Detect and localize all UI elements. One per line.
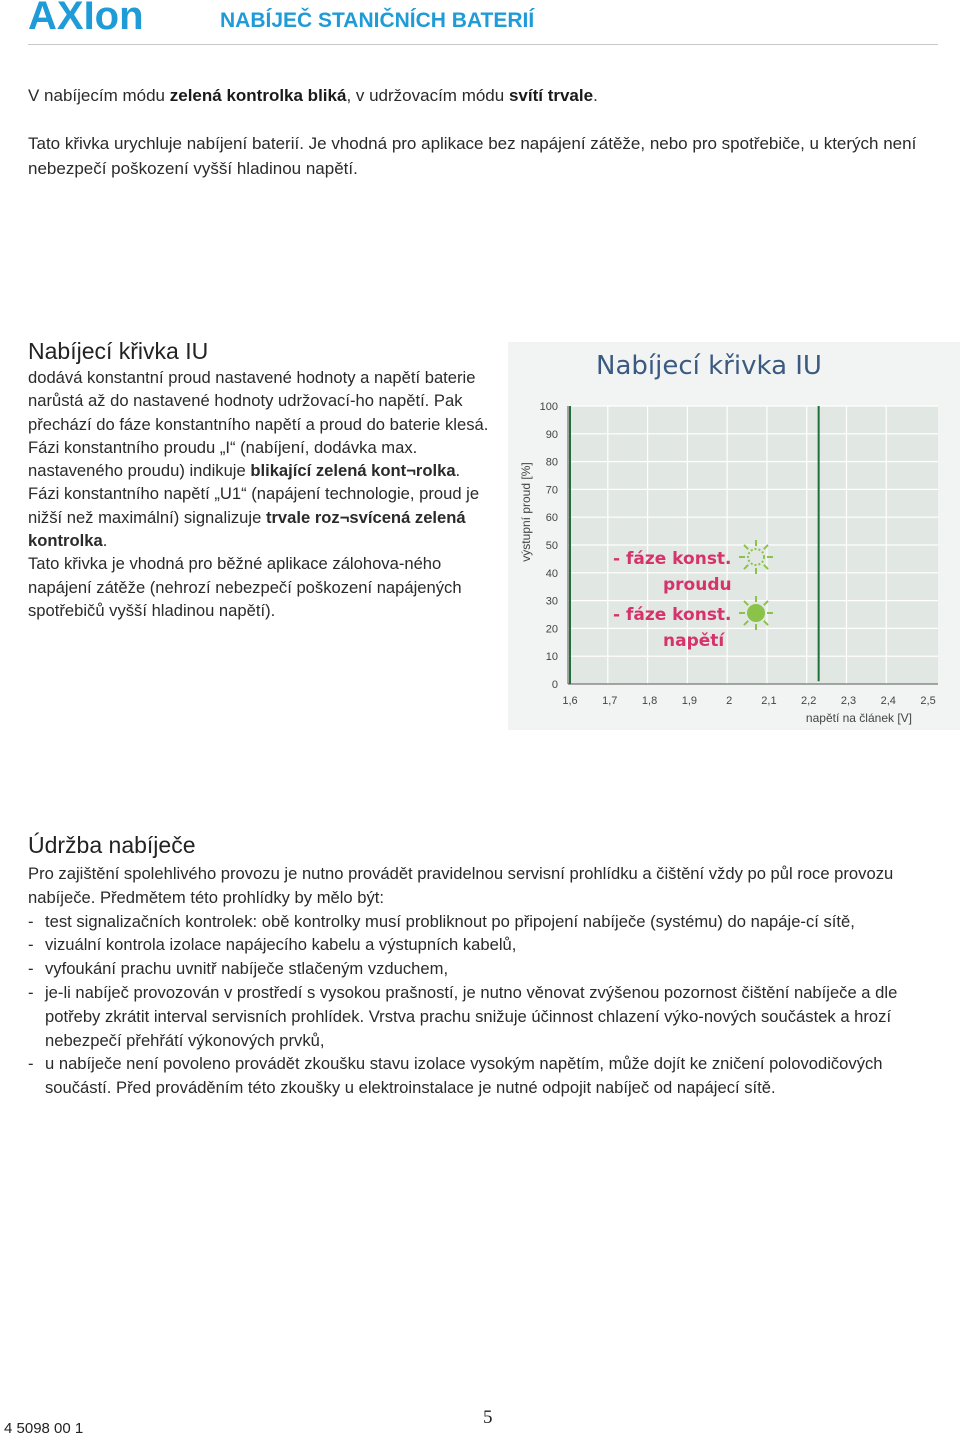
- y-tick-label: 70: [545, 484, 558, 497]
- y-tick-label: 10: [545, 651, 558, 664]
- y-tick-label: 90: [545, 428, 558, 441]
- charging-curve-chart: [508, 342, 960, 730]
- x-axis-label: napětí na článek [V]: [805, 711, 912, 725]
- list-dash: -: [28, 959, 34, 979]
- iu-paragraph: [28, 366, 493, 436]
- intro-p1-segment: , v udržovacím módu: [346, 86, 509, 105]
- x-tick-label: 1,8: [641, 695, 658, 707]
- chart-canvas: [508, 342, 960, 730]
- x-tick-label: 2,5: [920, 695, 936, 707]
- list-item: [28, 981, 933, 1052]
- iu-paragraph-segment: .: [455, 461, 461, 481]
- iu-paragraph-segment: trvale roz¬svícená zelená kontrolka: [28, 507, 466, 551]
- list-dash: -: [28, 935, 34, 955]
- y-tick-label: 0: [551, 679, 558, 691]
- y-tick-label: 80: [545, 456, 558, 469]
- legend-label: - fáze konst.: [613, 549, 732, 569]
- y-tick-label: 60: [545, 512, 558, 525]
- document-code: 4 5098 00 1: [4, 1420, 84, 1437]
- list-dash: -: [28, 911, 34, 931]
- iu-paragraph: [28, 552, 493, 622]
- x-tick-label: 2,1: [761, 695, 777, 707]
- iu-paragraph-segment: Tato křivka je vhodná pro běžné aplikace zálohova-ného napájení zátěže (nehrozí nebezpečí poškození napájených spotřebičů vyšší hladinou napětí).: [28, 554, 462, 620]
- steady-led-icon: [748, 605, 764, 621]
- intro-p1-segment: V nabíjecím módu: [28, 86, 170, 105]
- legend-label: napětí: [663, 631, 725, 651]
- intro-paragraph-2: Tato křivka urychluje nabíjení baterií. Je vhodná pro aplikace bez napájení zátěže, nebo pro spotřebiče, u kterých není nebezpečí poškození vyšší hladinou napětí.: [28, 134, 917, 178]
- list-item: [28, 1052, 933, 1100]
- legend-label: proudu: [663, 575, 732, 595]
- list-dash: -: [28, 982, 34, 1002]
- x-tick-label: 1,9: [681, 695, 698, 707]
- maintenance-intro: Pro zajištění spolehlivého provozu je nutno provádět pravidelnou servisní prohlídku a čištění vždy po půl roce provozu nabíječe. Předmětem této prohlídky by mělo být:: [28, 864, 894, 907]
- maintenance-heading: Údržba nabíječe: [28, 832, 196, 858]
- y-tick-label: 50: [545, 540, 558, 552]
- intro-paragraph-1: [28, 83, 928, 108]
- chart-title: Nabíjecí křivka IU: [596, 351, 822, 381]
- iu-paragraph-segment: Fázi konstantního proudu „I“ (nabíjení, dodávka max. nastaveného proudu) indikuje: [28, 437, 418, 481]
- maintenance-checklist: [28, 910, 933, 1100]
- iu-paragraph-segment: dodává konstantní proud nastavené hodnoty a napětí baterie narůstá až do nastavené hodnoty udržovací-ho napětí. Pak přechází do fáze konstantního napětí a proud do baterie klesá.: [28, 368, 489, 434]
- intro-p1-segment: zelená kontrolka bliká: [169, 86, 347, 105]
- intro-p1-segment: svítí trvale: [508, 86, 594, 105]
- iu-paragraph-segment: .: [102, 531, 108, 551]
- legend-label: - fáze konst.: [613, 605, 732, 625]
- iu-paragraph: [28, 436, 493, 483]
- x-tick-label: 1,6: [562, 695, 578, 707]
- maintenance-body: [28, 862, 933, 1100]
- iu-section-body: [28, 366, 493, 622]
- y-tick-label: 20: [545, 623, 558, 636]
- list-item-text: u nabíječe není povoleno provádět zkoušku stavu izolace vysokým napětím, může dojít ke zničení polovodičových součástí. Před prováděním této zkoušky u elektroinstalace je nutné odpojit nabíječ od napájecí sítě.: [45, 1054, 883, 1098]
- page-number: 5: [483, 1407, 493, 1428]
- list-dash: -: [28, 1054, 34, 1074]
- x-tick-label: 2,3: [840, 695, 857, 707]
- list-item: [28, 933, 933, 957]
- x-tick-label: 2,2: [801, 695, 817, 707]
- x-tick-label: 2: [726, 695, 733, 707]
- list-item-text: je-li nabíječ provozován v prostředí s vysokou prašností, je nutno věnovat zvýšenou pozornost čištění nabíječe a dle potřeby zkrátit interval servisních prohlídek. Vrstva prachu snižuje účinnost chlazení výko-nových součástek a hrozí nebezpečí přehřátí výkonových prvků,: [45, 982, 898, 1050]
- list-item-text: vyfoukání prachu uvnitř nabíječe stlačeným vzduchem,: [45, 959, 449, 979]
- list-item-text: test signalizačních kontrolek: obě kontrolky musí probliknout po připojení nabíječe (systému) do napáje-cí sítě,: [45, 911, 855, 931]
- document-title: NABÍJEČ STANIČNÍCH BATERIÍ: [220, 9, 535, 32]
- list-item: [28, 910, 933, 934]
- header-divider: [28, 44, 938, 45]
- iu-paragraph-segment: Fázi konstantního napětí „U1“ (napájení technologie, proud je nižší než maximální) signalizuje: [28, 484, 480, 527]
- iu-section-heading: Nabíjecí křivka IU: [28, 338, 209, 364]
- brand-logo: AXIon: [28, 0, 144, 38]
- list-item-text: vizuální kontrola izolace napájecího kabelu a výstupních kabelů,: [45, 935, 517, 955]
- y-tick-label: 30: [545, 595, 558, 608]
- iu-paragraph: [28, 482, 493, 552]
- x-tick-label: 1,7: [602, 695, 618, 707]
- x-tick-label: 2,4: [880, 695, 896, 707]
- list-item: [28, 957, 933, 981]
- intro-p1-segment: .: [593, 86, 598, 105]
- y-tick-label: 40: [545, 567, 558, 580]
- iu-paragraph-segment: blikající zelená kont¬rolka: [250, 461, 456, 481]
- y-tick-label: 100: [539, 401, 558, 413]
- y-axis-label: výstupní proud [%]: [519, 462, 533, 562]
